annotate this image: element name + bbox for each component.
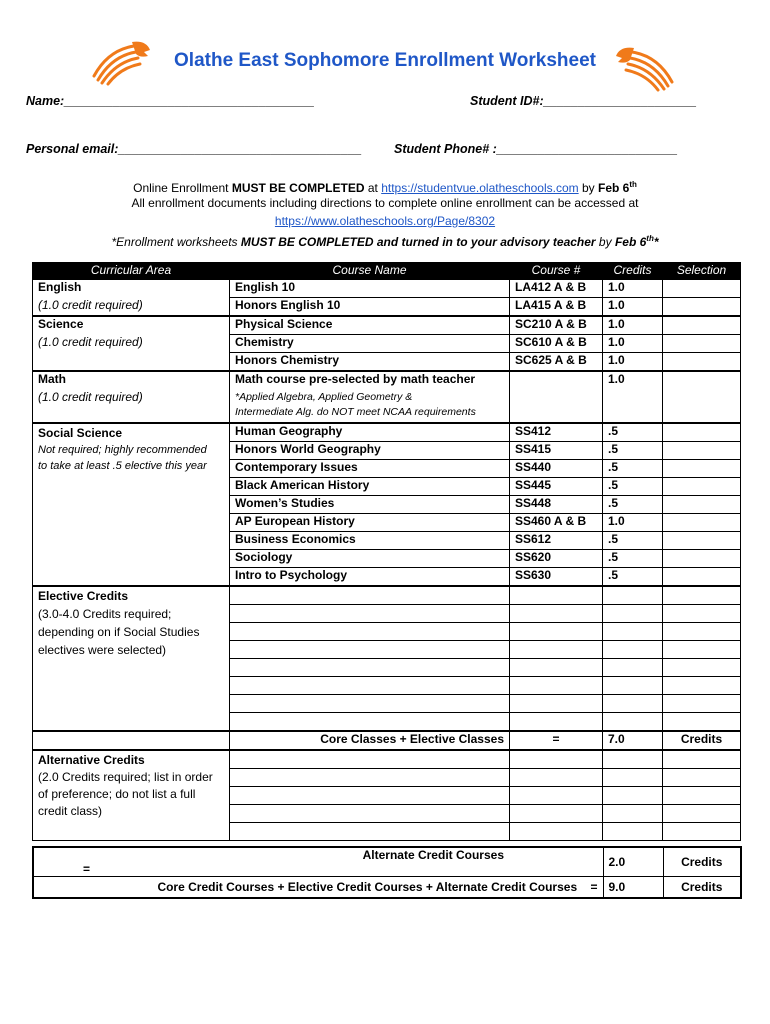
area-elective: Elective Credits (3.0-4.0 Credits required; depending on if Social Studies electives were selected) [33, 586, 230, 731]
online-enrollment-line: Online Enrollment MUST BE COMPLETED at https://studentvue.olatheschools.com by Feb 6th [133, 180, 637, 195]
area-science: Science [33, 316, 230, 335]
table-row: Business Economics SS612 .5 [33, 532, 741, 550]
worksheet-deadline-line: *Enrollment worksheets MUST BE COMPLETED and turned in to your advisory teacher by Feb 6th* [111, 234, 659, 249]
elective-course-input[interactable] [230, 623, 510, 641]
header-curricular-area: Curricular Area [33, 263, 230, 280]
selection-cell[interactable] [663, 371, 741, 390]
documents-link-line [0, 212, 770, 230]
table-row: Contemporary Issues SS440 .5 [33, 460, 741, 478]
alt-total-row: Alternate Credit Courses= 2.0 Credits [33, 847, 741, 877]
selection-cell[interactable] [663, 335, 741, 353]
elective-course-input[interactable] [230, 641, 510, 659]
elective-course-input[interactable] [230, 695, 510, 713]
table-row: AP European History SS460 A & B 1.0 [33, 514, 741, 532]
alternative-course-input[interactable] [230, 787, 510, 805]
table-header [33, 263, 741, 280]
table-row: (1.0 credit required) *Applied Algebra, Applied Geometry & Intermediate Alg. do NOT meet NCAA requirements [33, 390, 741, 423]
name-field[interactable]: Name:____________________________________ [26, 94, 315, 108]
selection-cell[interactable] [663, 390, 741, 423]
elective-course-input[interactable] [230, 713, 510, 732]
selection-cell[interactable] [663, 423, 741, 442]
table-row: Sociology SS620 .5 [33, 550, 741, 568]
table-row: Women’s Studies SS448 .5 [33, 496, 741, 514]
header-course-number: Course # [510, 263, 603, 280]
enrollment-table [32, 262, 741, 841]
table-row: Social Science Not required; highly recommended to take at least .5 elective this year Human Geography SS412 .5 [33, 423, 741, 442]
selection-cell[interactable] [663, 586, 741, 605]
core-total-row: Core Classes + Elective Classes = 7.0 Credits [33, 731, 741, 750]
alternative-course-input[interactable] [230, 823, 510, 841]
table-row: Honors Chemistry SC625 A & B 1.0 [33, 353, 741, 372]
selection-cell[interactable] [663, 280, 741, 298]
elective-course-input[interactable] [230, 586, 510, 605]
header-selection: Selection [663, 263, 741, 280]
documents-line: All enrollment documents including directions to complete online enrollment can be accessed at [131, 196, 639, 210]
selection-cell[interactable] [663, 532, 741, 550]
phone-field[interactable]: Student Phone# :__________________________ [394, 142, 678, 156]
selection-cell[interactable] [663, 353, 741, 372]
header-credits: Credits [603, 263, 663, 280]
selection-cell[interactable] [663, 568, 741, 587]
grand-total-row: Core Credit Courses + Elective Credit Courses + Alternate Credit Courses = 9.0 Credits [33, 877, 741, 899]
elective-course-input[interactable] [230, 659, 510, 677]
selection-cell[interactable] [663, 496, 741, 514]
selection-cell[interactable] [663, 316, 741, 335]
olatheschools-link[interactable]: https://www.olatheschools.org/Page/8302 [274, 214, 496, 228]
selection-cell[interactable] [663, 750, 741, 769]
studentvue-link[interactable]: https://studentvue.olatheschools.com [381, 181, 579, 195]
selection-cell[interactable] [663, 514, 741, 532]
selection-cell[interactable] [663, 550, 741, 568]
alternative-course-input[interactable] [230, 750, 510, 769]
area-english: English [33, 280, 230, 298]
page-title: Olathe East Sophomore Enrollment Worksheet [174, 50, 596, 71]
table-row: Math Math course pre-selected by math teacher 1.0 [33, 371, 741, 390]
alternative-course-input[interactable] [230, 805, 510, 823]
table-row [33, 750, 741, 769]
selection-cell[interactable] [663, 478, 741, 496]
elective-course-input[interactable] [230, 605, 510, 623]
totals-table [32, 846, 742, 899]
area-math: Math [33, 371, 230, 390]
alternative-course-input[interactable] [230, 769, 510, 787]
area-alternative: Alternative Credits (2.0 Credits required; list in order of preference; do not list a full credit class) [33, 750, 230, 841]
selection-cell[interactable] [663, 460, 741, 478]
table-row: (1.0 credit required) Honors English 10 LA415 A & B 1.0 [33, 298, 741, 317]
area-social-science: Social Science Not required; highly recommended to take at least .5 elective this year [33, 423, 230, 586]
table-row [33, 586, 741, 605]
table-row: Black American History SS445 .5 [33, 478, 741, 496]
elective-course-input[interactable] [230, 677, 510, 695]
student-id-field[interactable]: Student ID#:______________________ [470, 94, 697, 108]
email-field[interactable]: Personal email:___________________________________ [26, 142, 362, 156]
header-course-name: Course Name [230, 263, 510, 280]
table-row: Honors World Geography SS415 .5 [33, 442, 741, 460]
table-row: Intro to Psychology SS630 .5 [33, 568, 741, 587]
table-row: Science Physical Science SC210 A & B 1.0 [33, 316, 741, 335]
table-row: English English 10 LA412 A & B 1.0 [33, 280, 741, 298]
selection-cell[interactable] [663, 442, 741, 460]
selection-cell[interactable] [663, 298, 741, 317]
table-row: (1.0 credit required) Chemistry SC610 A & B 1.0 [33, 335, 741, 353]
